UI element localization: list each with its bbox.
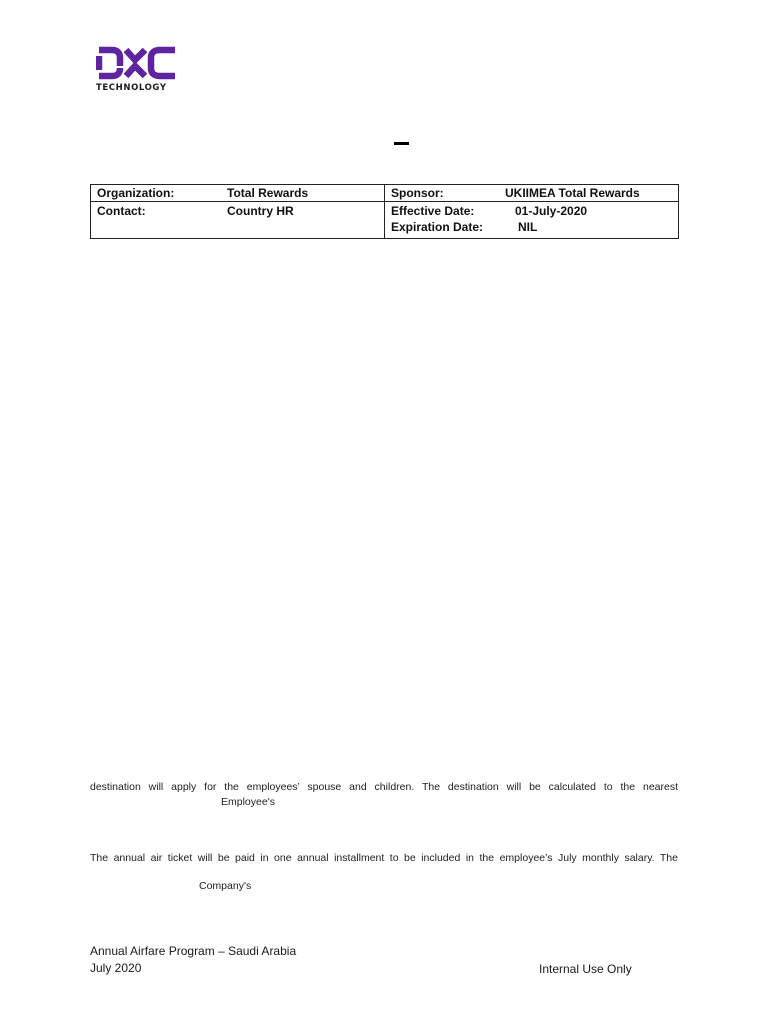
sponsor-cell [385,185,679,202]
policy-info-table [90,184,679,239]
body-line-air-ticket: The annual air ticket will be paid in one annual installment to be included in the employee’s July monthly salary. The [90,852,678,864]
sponsor-label: Sponsor: [391,186,444,200]
dxc-logo [96,46,178,94]
contact-value: Country HR [227,204,294,218]
expiration-date-label: Expiration Date: [391,220,484,234]
organization-value: Total Rewards [227,186,309,200]
organization-label: Organization: [97,186,175,200]
logo-subtitle: TECHNOLOGY [96,83,167,93]
footer-classification: Internal Use Only [539,962,632,976]
body-line-destination: destination will apply for the employees’ spouse and children. The destination will be calculated to the nearest [90,781,678,793]
expiration-date-value: NIL [518,220,538,234]
effective-date-line [391,203,672,219]
contact-label: Contact: [97,204,146,218]
expiration-date-line [391,219,672,235]
footer-date: July 2020 [90,961,142,975]
organization-cell [91,185,385,202]
effective-date-label: Effective Date: [391,204,475,218]
body-line-employees: Employee's [221,796,275,808]
body-line-company: Company's [199,880,252,892]
footer-program-title: Annual Airfare Program – Saudi Arabia [90,944,297,958]
contact-cell [91,202,385,239]
dates-cell [385,202,679,239]
info-row-1 [91,185,679,202]
info-row-2 [91,202,679,239]
sponsor-value: UKIIMEA Total Rewards [505,186,640,200]
dxc-logo-icon [96,46,178,80]
effective-date-value: 01-July-2020 [515,204,588,218]
title-separator [394,142,409,145]
